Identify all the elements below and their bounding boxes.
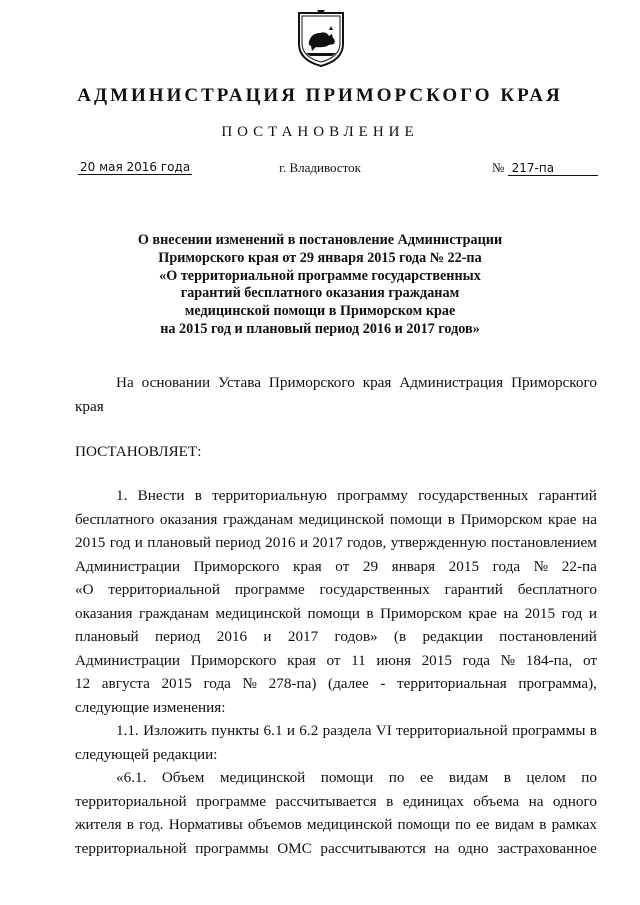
body-text — [75, 484, 597, 860]
title-line: О внесении изменений в постановление Администрации — [137, 232, 503, 248]
document-number — [492, 160, 598, 176]
resolves-heading: ПОСТАНОВЛЯЕТ: — [75, 443, 202, 460]
body-line: жителя в год. Нормативы объемов медицинской помощи по ее видам в рамках — [75, 816, 597, 833]
body-line: Администрации Приморского края от 11 июня 2015 года № 184-па, от — [75, 651, 597, 669]
body-line: следующей редакции: — [75, 745, 218, 763]
title-line: на 2015 год и плановый период 2016 и 2017 годов» — [160, 320, 480, 337]
document-title — [0, 232, 640, 339]
preamble-line: края — [75, 398, 104, 415]
title-line: гарантий бесплатного оказания гражданам — [180, 285, 460, 302]
document-date: 20 мая 2016 года — [80, 160, 191, 174]
body-line: 12 августа 2015 года № 278-па) (далее - территориальная программа), — [75, 675, 597, 692]
coat-of-arms-emblem — [296, 10, 346, 68]
organization-title: АДМИНИСТРАЦИЯ ПРИМОРСКОГО КРАЯ — [77, 85, 563, 106]
document-city: г. Владивосток — [279, 160, 361, 175]
body-line: 2015 год и плановый период 2016 и 2017 годов, утвержденную постановлением — [75, 534, 597, 551]
number-label: № — [492, 160, 505, 175]
body-line: следующие изменения: — [75, 698, 226, 716]
body-line: оказания гражданам медицинской помощи в Приморском крае на 2015 год и — [75, 604, 597, 622]
body-line: 1. Внести в территориальную программу государственных гарантий — [116, 487, 597, 504]
preamble-line: На основании Устава Приморского края Администрация Приморского — [116, 374, 597, 391]
title-line: медицинской помощи в Приморском крае — [184, 303, 456, 320]
body-line: бесплатного оказания гражданам медицинской помощи в Приморском крае на — [75, 510, 597, 528]
body-line: территориальной программы ОМС рассчитываются на одно застрахованное — [75, 839, 597, 857]
body-line: 1.1. Изложить пункты 6.1 и 6.2 раздела VI территориальной программы в — [116, 722, 597, 739]
number-value: 217-па — [508, 161, 598, 176]
body-line: Администрации Приморского края от 29 января 2015 года № 22-па — [75, 557, 597, 575]
body-line: территориальной программе рассчитывается в единицах объема на одного — [75, 792, 597, 810]
title-line: Приморского края от 29 января 2015 года № 22-па — [158, 249, 482, 266]
body-line: «6.1. Объем медицинской помощи по ее видам в целом по — [116, 769, 597, 786]
body-line: плановый период 2016 и 2017 годов» (в редакции постановлений — [75, 628, 597, 645]
document-type: ПОСТАНОВЛЕНИЕ — [221, 124, 419, 140]
preamble — [75, 371, 597, 419]
body-line: «О территориальной программе государственных гарантий бесплатного — [75, 581, 597, 598]
title-line: «О территориальной программе государственных — [159, 267, 481, 284]
